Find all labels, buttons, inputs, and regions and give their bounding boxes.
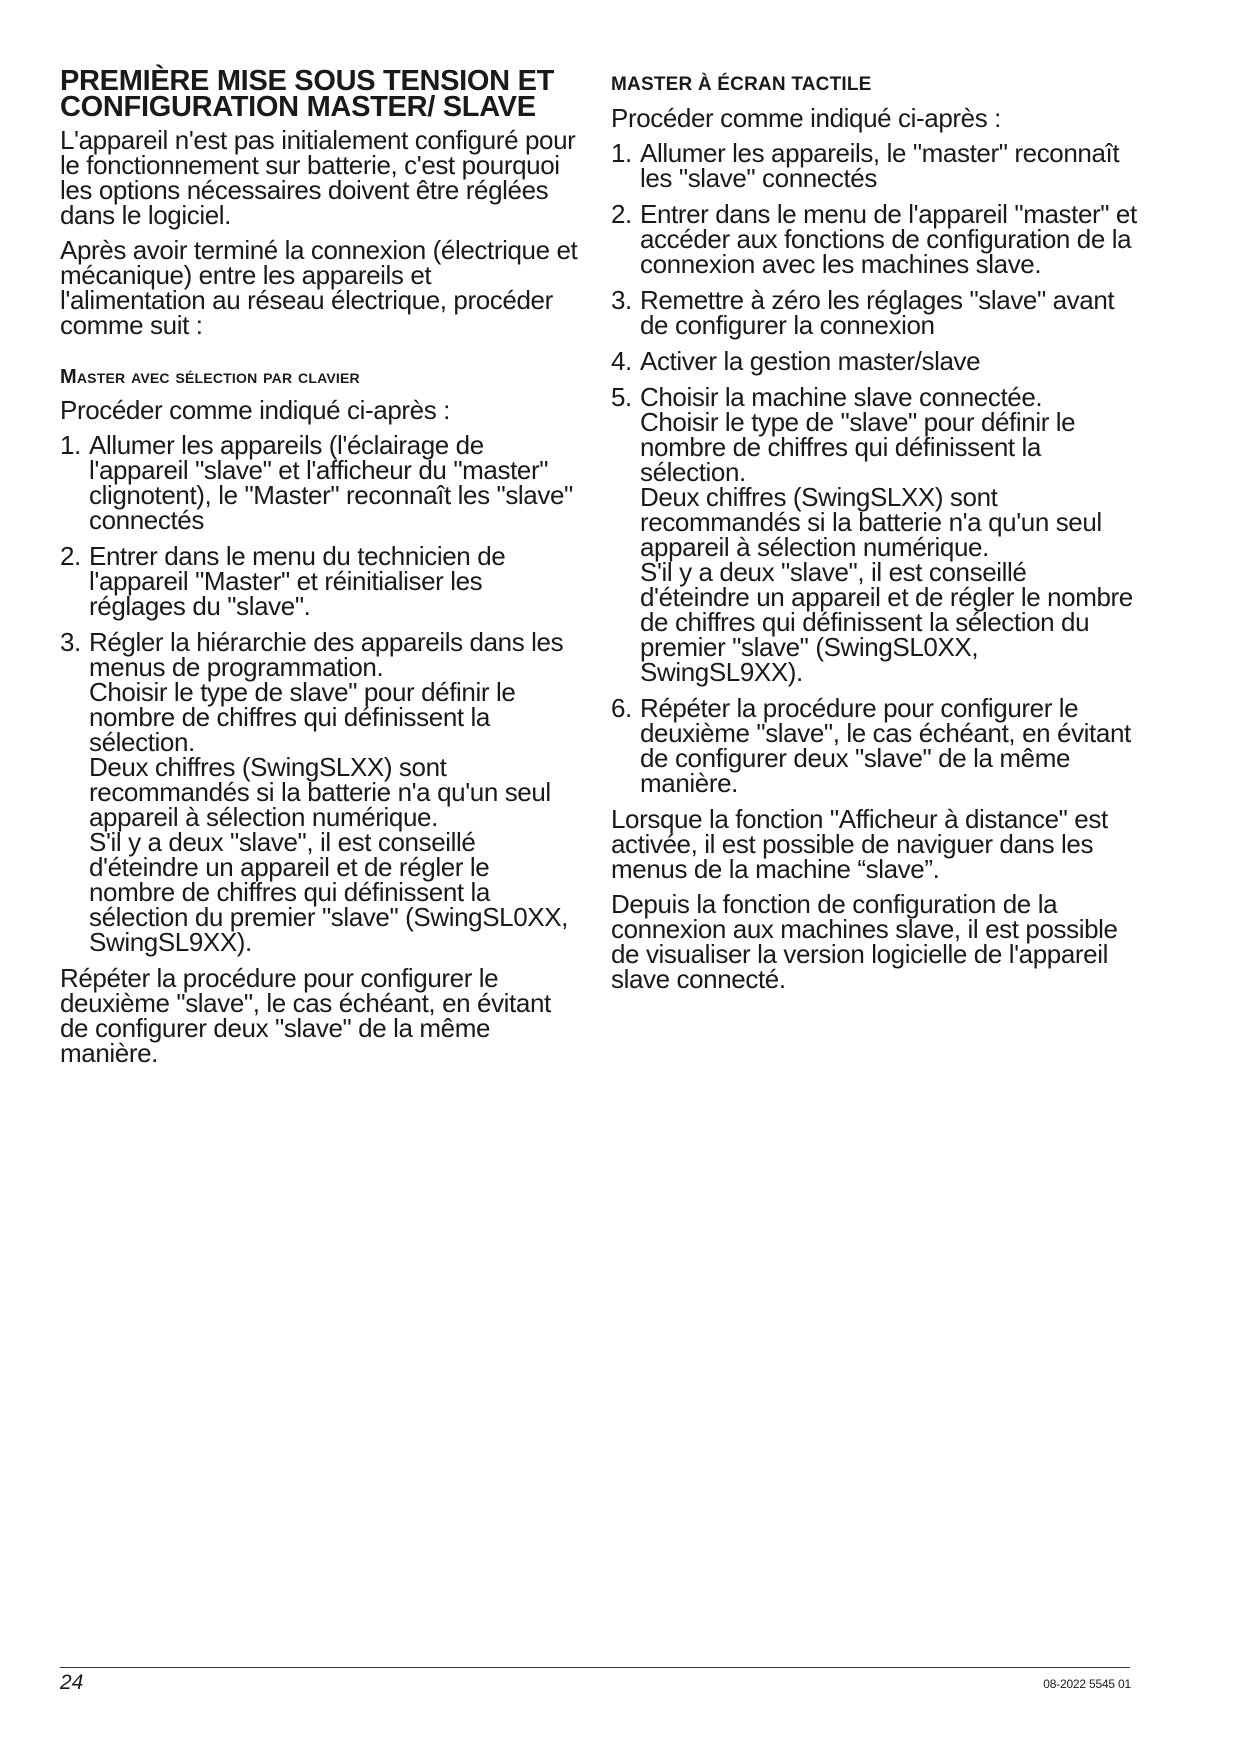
step-text: Choisir la machine slave connectée. xyxy=(640,382,1043,412)
list-item xyxy=(611,693,1141,798)
step-text: S'il y a deux "slave", il est conseillé d'éteindre un appareil et de régler le nombre de chiffres qui définissent la sélection du premier "slave" (SwingSL0XX, SwingSL9XX). xyxy=(640,557,1133,687)
step-text: Choisir le type de "slave" pour définir le nombre de chiffres qui définissent la sélection. xyxy=(640,407,1076,487)
page-number: 24 xyxy=(60,1671,84,1694)
section-heading-touchscreen: MASTER À ÉCRAN TACTILE xyxy=(611,74,872,95)
list-item xyxy=(611,285,1141,340)
step-text: Régler la hiérarchie des appareils dans les menus de programmation. xyxy=(89,627,564,682)
page-title: PREMIÈRE MISE SOUS TENSION ET CONFIGURATION MASTER/ SLAVE xyxy=(60,65,555,123)
step-text: Répéter la procédure pour configurer le deuxième "slave", le cas échéant, en évitant de configurer deux "slave" de la même manière. xyxy=(640,693,1131,798)
step-text: Deux chiffres (SwingSLXX) sont recommandés si la batterie n'a qu'un seul appareil à sélection numérique. xyxy=(89,752,551,832)
list-item xyxy=(60,541,580,621)
step-number: 5. xyxy=(611,382,632,412)
right-column xyxy=(611,68,1141,1002)
list-item xyxy=(611,199,1141,279)
closing-paragraph: Depuis la fonction de configuration de la connexion aux machines slave, il est possible de visualiser la version logicielle de l'appareil slave connecté. xyxy=(611,889,1118,994)
procedure-lead: Procéder comme indiqué ci-après : xyxy=(611,103,1001,133)
list-item xyxy=(611,382,1141,687)
footer-divider xyxy=(60,1667,1130,1668)
step-number: 4. xyxy=(611,346,632,376)
step-number: 3. xyxy=(611,285,632,315)
step-number: 2. xyxy=(60,541,81,571)
document-code: 08-2022 5545 01 xyxy=(1043,1677,1131,1691)
step-text: Entrer dans le menu de l'appareil "master" et accéder aux fonctions de configuration de la connexion avec les machines slave. xyxy=(640,199,1137,279)
step-text: S'il y a deux "slave", il est conseillé d'éteindre un appareil et de régler le nombre de chiffres qui définissent la sélection du premier "slave" (SwingSL0XX, SwingSL9XX). xyxy=(89,827,568,957)
step-number: 1. xyxy=(60,430,81,460)
step-text: Remettre à zéro les réglages "slave" avant de configurer la connexion xyxy=(640,285,1115,340)
step-text: Activer la gestion master/slave xyxy=(640,346,981,376)
step-number: 6. xyxy=(611,693,632,723)
list-item xyxy=(611,138,1141,193)
section-heading-keyboard: Master avec sélection par clavier xyxy=(60,366,360,388)
step-text: Allumer les appareils (l'éclairage de l'appareil "slave" et l'afficheur du "master" clignotent), le "Master" reconnaît les "slave" connectés xyxy=(89,430,573,535)
step-number: 2. xyxy=(611,199,632,229)
touchscreen-steps-list xyxy=(611,138,1141,798)
step-text: Entrer dans le menu du technicien de l'appareil "Master" et réinitialiser les réglages du "slave". xyxy=(89,541,506,621)
step-number: 3. xyxy=(60,627,81,657)
list-item xyxy=(611,346,1141,376)
step-text: Allumer les appareils, le "master" reconnaît les "slave" connectés xyxy=(640,138,1120,193)
step-text: Deux chiffres (SwingSLXX) sont recommandés si la batterie n'a qu'un seul appareil à sélection numérique. xyxy=(640,482,1102,562)
procedure-lead: Procéder comme indiqué ci-après : xyxy=(60,395,450,425)
step-number: 1. xyxy=(611,138,632,168)
list-item xyxy=(60,627,580,957)
keyboard-steps-list xyxy=(60,430,580,957)
step-text: Choisir le type de slave" pour définir le nombre de chiffres qui définissent la sélection. xyxy=(89,677,516,757)
closing-paragraph: Répéter la procédure pour configurer le deuxième "slave", le cas échéant, en évitant de configurer deux "slave" de la même manière. xyxy=(60,963,551,1068)
closing-paragraph: Lorsque la fonction "Afficheur à distance" est activée, il est possible de naviguer dans les menus de la machine “slave”. xyxy=(611,804,1108,884)
intro-paragraph: Après avoir terminé la connexion (électrique et mécanique) entre les appareils et l'alimentation au réseau électrique, procéder comme suit : xyxy=(60,235,578,340)
intro-paragraph: L'appareil n'est pas initialement configuré pour le fonctionnement sur batterie, c'est pourquoi les options nécessaires doivent être réglées dans le logiciel. xyxy=(60,125,576,230)
left-column xyxy=(60,65,580,1076)
list-item xyxy=(60,430,580,535)
